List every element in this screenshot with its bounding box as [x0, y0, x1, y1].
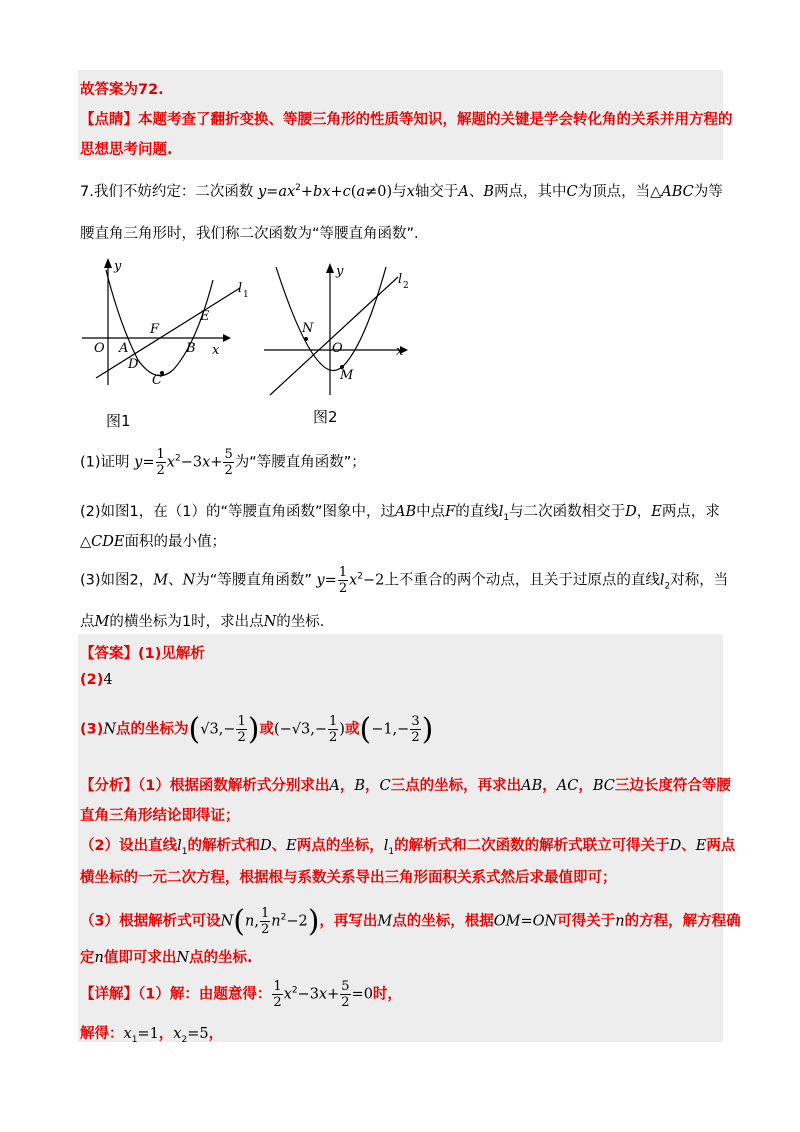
- detail-line2: 解得：$x_1=1$，$x_2=5$，: [80, 1026, 224, 1045]
- fig1-label-B: B: [186, 341, 196, 356]
- fig2-caption: 图2: [313, 408, 338, 426]
- answer-2: (2)4: [80, 672, 113, 688]
- problem-intro-line2: 腰直角三角形时，我们称二次函数为“等腰直角函数”.: [80, 226, 419, 242]
- fig1-label-O: O: [94, 341, 105, 356]
- fig1-caption: 图1: [106, 412, 131, 430]
- fig1-y-arrow: [104, 258, 112, 268]
- fig2-label-l: l: [398, 272, 403, 287]
- fig1-label-l-sub: 1: [243, 290, 249, 300]
- analysis-2-line1: （2）设出直线$l_1$的解析式和D、E两点的坐标，$l_1$的解析式和二次函数的解析式联立可得关于D、E两点: [80, 838, 736, 857]
- fig2-label-N: N: [302, 321, 314, 336]
- fig2-label-l-sub: 2: [403, 281, 409, 291]
- fig1-parabola: [106, 270, 213, 376]
- question-3-line1: (3)如图2，M、N为“等腰直角函数” y= $\frac{1}{2}$ $x^2-2$上不重合的两个动点，且关于过原点的直线$l_2$对称，当: [80, 565, 729, 596]
- problem-intro-line1: 7.我们不妨约定：二次函数 $y=ax^2+bx+c(a\ne 0)$与x轴交于A、B两点，其中C为顶点，当△ABC为等: [80, 183, 723, 200]
- fig1-line-l1: [96, 288, 240, 378]
- fig2-label-M: M: [340, 368, 354, 383]
- fig2-y-arrow: [326, 263, 334, 273]
- fig1-label-l: l: [238, 281, 243, 296]
- figure-1: [78, 250, 258, 435]
- fig1-label-y: y: [114, 259, 122, 274]
- fig2-label-O: O: [332, 341, 343, 356]
- fig1-label-D: D: [128, 357, 139, 372]
- prev-comment-line1: 【点睛】本题考查了翻折变换、等腰三角形的性质等知识，解题的关键是学会转化角的关系并用方程的: [80, 112, 733, 128]
- answer-3: (3)N点的坐标为(√3,− $\frac{1}{2}$ )或(−√3,− $\frac{1}{2}$ )或(−1,− $\frac{3}{2}$ ): [80, 712, 434, 747]
- fig1-label-A: A: [119, 341, 129, 356]
- fig2-label-x: x: [396, 344, 404, 359]
- fig2-parabola: [276, 267, 386, 371]
- figure-2: [262, 255, 422, 405]
- analysis-1-line1: 【分析】（1）根据函数解析式分别求出A，B，C三点的坐标，再求出AB，AC，BC三边长度符合等腰: [80, 778, 731, 794]
- prev-answer-line: 故答案为72.: [80, 82, 164, 98]
- question-2-line1: (2)如图1，在（1）的“等腰直角函数”图象中，过AB中点F的直线$l_1$与二次函数相交于D，E两点，求: [80, 504, 720, 523]
- fig1-label-F: F: [150, 322, 160, 337]
- detail-line1: 【详解】（1）解：由题意得： $\frac{1}{2}$ $x^2-3x+$ $\frac{5}{2}$ =0时，: [80, 979, 402, 1010]
- analysis-3-line1: （3）根据解析式可设N(n, $\frac{1}{2}$ $n^2-2$)，再写出M点的坐标，根据OM=ON可得关于n的方程，解方程确: [80, 904, 741, 939]
- question-1: (1)证明 y= $\frac{1}{2}$ $x^2-3x+$ $\frac{5}{2}$ 为“等腰直角函数”；: [80, 447, 366, 478]
- analysis-1-line2: 直角三角形结论即得证；: [80, 808, 240, 824]
- question-2-line2: △CDE面积的最小值；: [80, 534, 226, 550]
- analysis-2-line2: 横坐标的一元二次方程，根据根与系数关系导出三角形面积关系式然后求最值即可；: [80, 870, 617, 886]
- fig1-label-x: x: [212, 343, 220, 358]
- answer-1: 【答案】(1)见解析: [80, 646, 205, 662]
- fig1-label-C: C: [152, 373, 162, 388]
- question-3-line2: 点M的横坐标为1时，求出点N的坐标.: [80, 614, 325, 630]
- fig2-line-l2: [270, 277, 398, 395]
- fig1-x-arrow: [223, 334, 231, 342]
- fig2-label-y: y: [336, 264, 344, 279]
- fig1-label-E: E: [200, 309, 210, 324]
- prev-comment-line2: 思想思考问题.: [80, 142, 173, 158]
- analysis-3-line2: 定n值即可求出N点的坐标.: [80, 950, 253, 966]
